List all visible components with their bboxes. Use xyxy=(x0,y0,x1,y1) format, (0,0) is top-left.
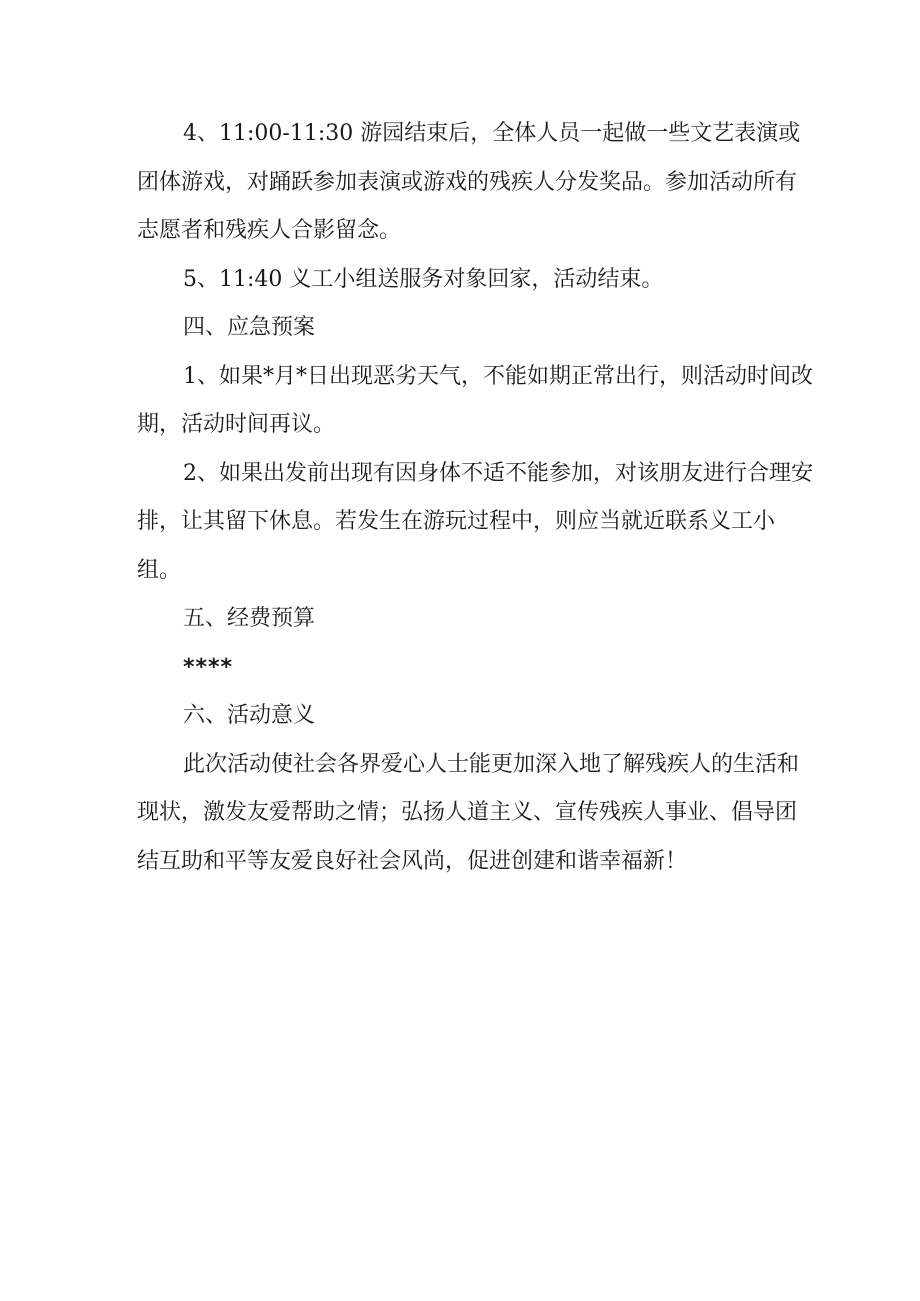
paragraph-step-5: 5、11:40 义工小组送服务对象回家，活动结束。 xyxy=(183,266,664,292)
paragraph-step-4: 4、11:00-11:30 游园结束后，全体人员一起做一些文艺表演或团体游戏，对踊跃参加表演或游戏的残疾人分发奖品。参加活动所有志愿者和残疾人合影留念。 xyxy=(137,121,801,243)
section-heading-significance: 六、活动意义 xyxy=(183,703,316,728)
budget-placeholder: **** xyxy=(183,654,234,680)
section-heading-emergency-plan: 四、应急预案 xyxy=(183,315,316,340)
paragraph-significance: 此次活动使社会各界爱心人士能更加深入地了解残疾人的生活和现状，激发友爱帮助之情；弘扬人道主义、宣传残疾人事业、倡导团结互助和平等友爱良好社会风尚，促进创建和谐幸福新！ xyxy=(137,751,800,874)
section-heading-budget: 五、经费预算 xyxy=(183,606,316,631)
paragraph-emergency-1: 1、如果*月*日出现恶劣天气，不能如期正常出行，则活动时间改期，活动时间再议。 xyxy=(137,363,813,437)
paragraph-emergency-2: 2、如果出发前出现有因身体不适不能参加，对该朋友进行合理安排，让其留下休息。若发生在游玩过程中，则应当就近联系义工小组。 xyxy=(137,460,813,583)
document-page xyxy=(137,110,817,886)
